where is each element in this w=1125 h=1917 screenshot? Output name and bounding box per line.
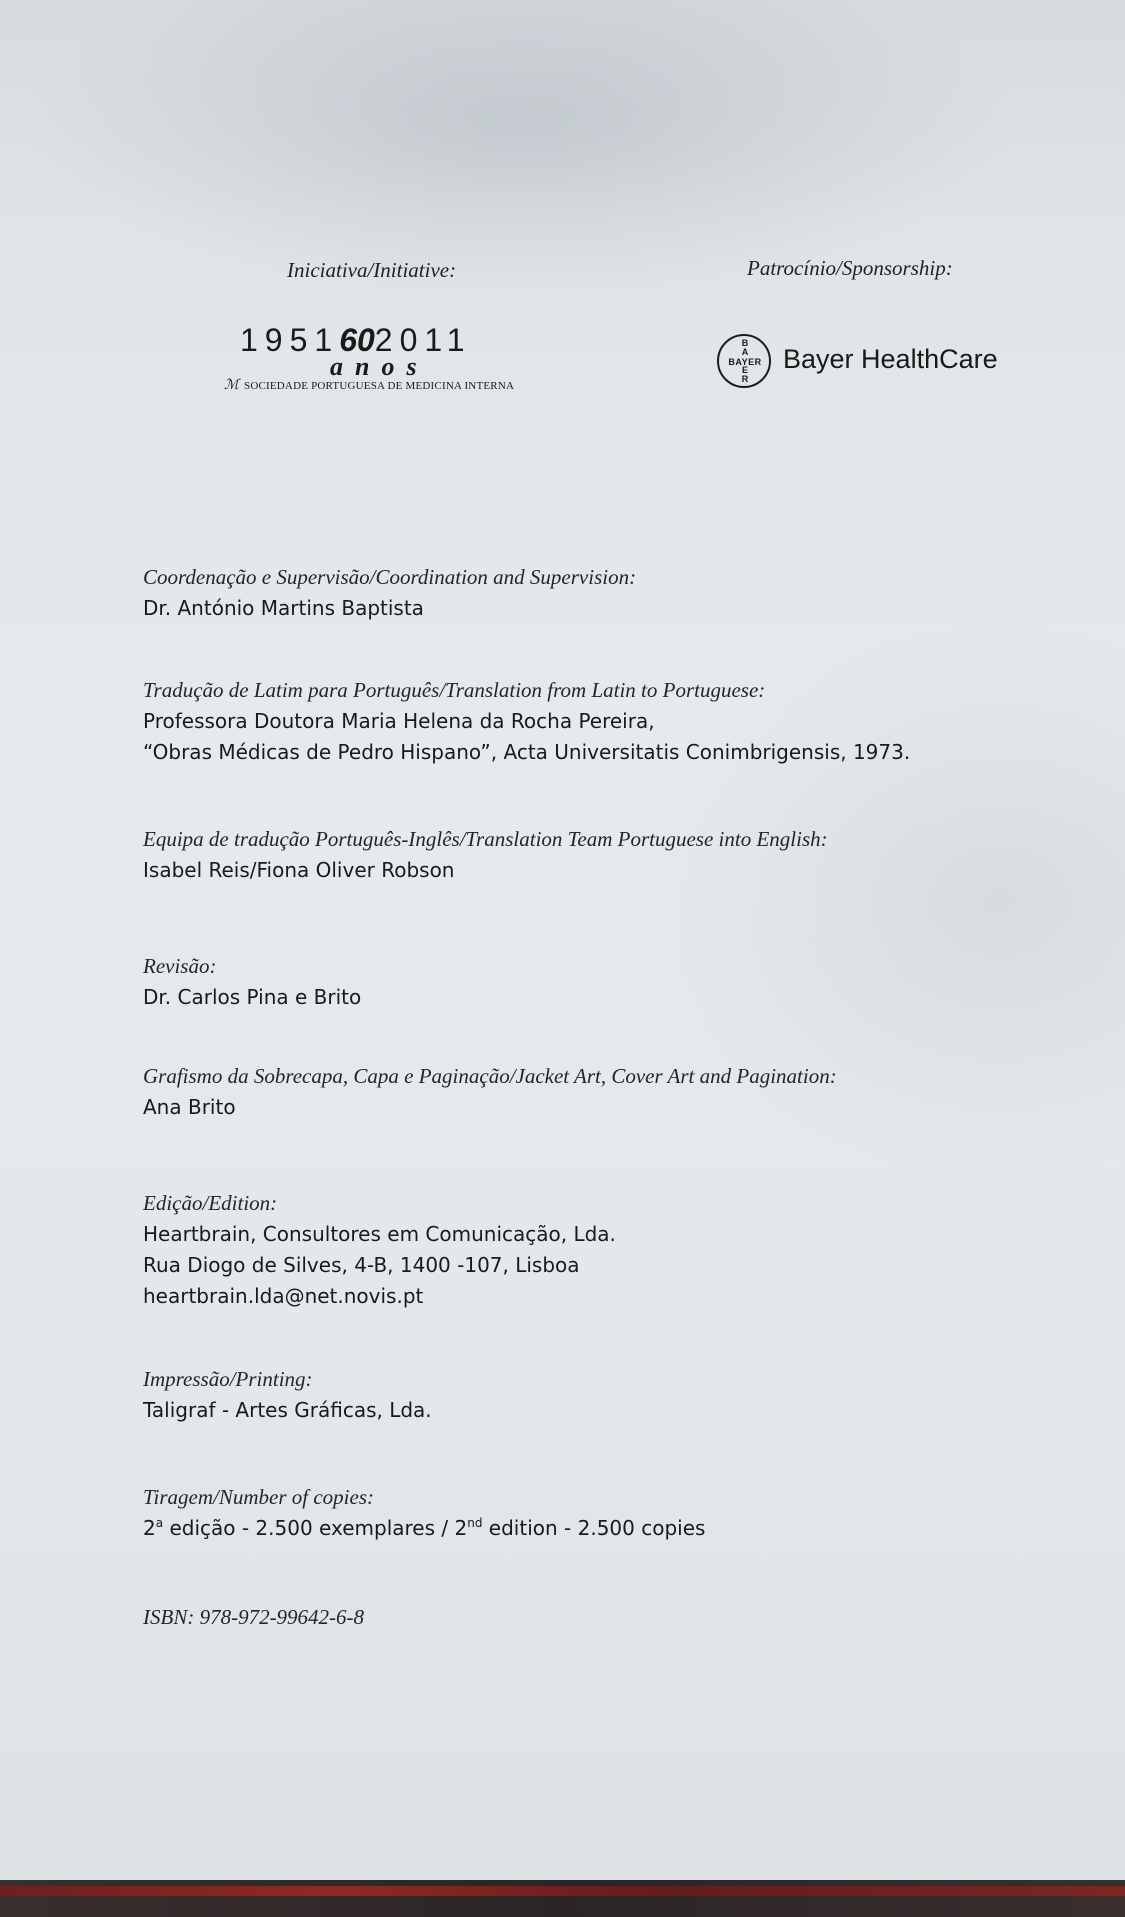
copies-en-ordinal: nd <box>467 1516 483 1530</box>
english-translation-label: Equipa de tradução Português-Inglês/Translation Team Portuguese into English: <box>143 827 828 851</box>
copies-text <box>143 1513 1043 1544</box>
printing-name: Taligraf - Artes Gráficas, Lda. <box>143 1398 432 1422</box>
revision-name: Dr. Carlos Pina e Brito <box>143 985 362 1009</box>
isbn-block <box>143 1602 1043 1633</box>
isbn: ISBN: 978-972-99642-6-8 <box>143 1605 365 1629</box>
printing-label: Impressão/Printing: <box>143 1367 313 1391</box>
graphics-label: Grafismo da Sobrecapa, Capa e Paginação/Jacket Art, Cover Art and Pagination: <box>143 1064 837 1088</box>
edition-publisher: Heartbrain, Consultores em Comunicação, Lda. <box>143 1222 616 1246</box>
bayer-letter: A <box>741 347 749 357</box>
english-translators: Isabel Reis/Fiona Oliver Robson <box>143 858 455 882</box>
revision-block <box>143 951 1043 1013</box>
bayer-cross-icon <box>717 334 771 388</box>
initiative-label: Iniciativa/Initiative: <box>287 258 457 282</box>
english-translation-block <box>143 824 1043 886</box>
edition-address: Rua Diogo de Silves, 4-B, 1400 -107, Lisboa <box>143 1253 580 1277</box>
copies-en-number: 2 <box>454 1516 468 1540</box>
spmi-mark-icon: ℳ <box>224 378 239 393</box>
copies-block <box>143 1482 1043 1544</box>
spmi-logo <box>224 322 554 396</box>
revision-label: Revisão: <box>143 954 217 978</box>
spmi-anniversary: 60 <box>339 322 375 358</box>
copies-pt-ordinal: a <box>155 1516 164 1530</box>
edition-label: Edição/Edition: <box>143 1191 278 1215</box>
coordination-label: Coordenação e Supervisão/Coordination and Supervision: <box>143 565 637 589</box>
bayer-letter: R <box>741 374 749 384</box>
bayer-logo <box>717 334 1017 394</box>
latin-translator: Professora Doutora Maria Helena da Rocha Pereira, <box>143 709 655 733</box>
book-bottom-edge <box>0 1880 1125 1917</box>
latin-source: “Obras Médicas de Pedro Hispano”, Acta Universitatis Conimbrigensis, 1973. <box>143 740 911 764</box>
latin-translation-block <box>143 675 1043 768</box>
printing-block <box>143 1364 1043 1426</box>
coordination-name: Dr. António Martins Baptista <box>143 596 424 620</box>
graphics-name: Ana Brito <box>143 1095 236 1119</box>
book-cover-edge <box>0 1886 1125 1896</box>
edition-block <box>143 1188 1043 1312</box>
spmi-society-name: SOCIEDADE PORTUGUESA DE MEDICINA INTERNA <box>244 380 515 392</box>
edition-email: heartbrain.lda@net.novis.pt <box>143 1284 424 1308</box>
spmi-year-start: 1951 <box>240 322 340 358</box>
copies-label: Tiragem/Number of copies: <box>143 1485 374 1509</box>
copies-pt-number: 2 <box>143 1516 156 1540</box>
latin-translation-label: Tradução de Latim para Português/Translation from Latin to Portuguese: <box>143 678 766 702</box>
spmi-anos: anos <box>330 352 429 381</box>
graphics-block <box>143 1061 1043 1123</box>
bayer-name: Bayer HealthCare <box>783 344 998 374</box>
bayer-cross-horizontal: BAYER <box>728 357 762 367</box>
spmi-year-end: 2011 <box>374 322 472 358</box>
sponsorship-label: Patrocínio/Sponsorship: <box>747 256 953 280</box>
copies-en-text: edition - 2.500 copies <box>482 1516 706 1540</box>
bayer-letter: E <box>741 365 748 375</box>
copies-pt-text: edição - 2.500 exemplares / <box>163 1516 455 1540</box>
coordination-block <box>143 562 1043 624</box>
bayer-letter: B <box>741 338 749 348</box>
